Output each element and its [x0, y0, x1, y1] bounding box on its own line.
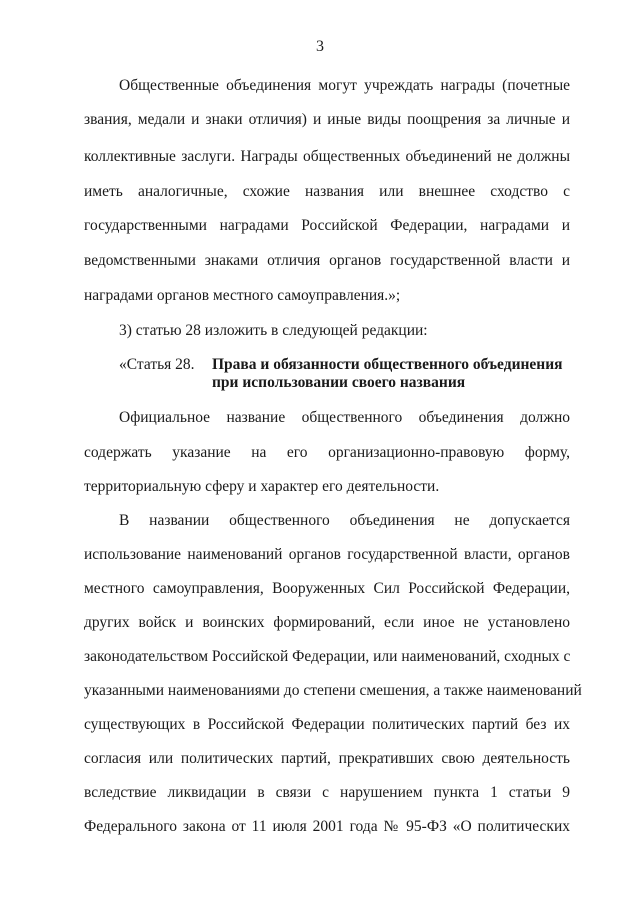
- paragraph-2-line: Официальное название общественного объединения должно: [119, 409, 570, 426]
- amendment-item-3: 3) статью 28 изложить в следующей редакции:: [119, 322, 428, 339]
- article-title-line-2: при использовании своего названия: [212, 374, 466, 391]
- paragraph-1-line: наградами органов местного самоуправления.»;: [84, 287, 401, 304]
- paragraph-2-line: содержать указание на его организационно-правовую форму,: [84, 444, 570, 461]
- paragraph-3-line: указанными наименованиями до степени смешения, а также наименований: [84, 682, 582, 699]
- paragraph-3-line: использование наименований органов государственной власти, органов: [84, 546, 570, 563]
- paragraph-3-line: существующих в Российской Федерации политических партий без их: [84, 716, 570, 733]
- paragraph-3-line: местного самоуправления, Вооруженных Сил Российской Федерации,: [84, 580, 570, 597]
- paragraph-3-line: других войск и воинских формирований, если иное не установлено: [84, 614, 570, 631]
- paragraph-3-line: В названии общественного объединения не допускается: [119, 512, 570, 529]
- paragraph-3-line: законодательством Российской Федерации, или наименований, сходных с: [84, 648, 571, 665]
- paragraph-1-line: ведомственными знаками отличия органов государственной власти и: [84, 252, 570, 269]
- paragraph-3-line: Федерального закона от 11 июля 2001 года № 95-ФЗ «О политических: [84, 818, 570, 835]
- article-label: «Статья 28.: [119, 356, 195, 373]
- paragraph-1-line: звания, медали и знаки отличия) и иные виды поощрения за личные и: [84, 111, 570, 128]
- paragraph-3-line: вследствие ликвидации в связи с нарушением пункта 1 статьи 9: [84, 784, 570, 801]
- paragraph-1-line: государственными наградами Российской Федерации, наградами и: [84, 217, 570, 234]
- paragraph-1-line: иметь аналогичные, схожие названия или внешнее сходство с: [84, 183, 570, 200]
- paragraph-3-line: согласия или политических партий, прекративших свою деятельность: [84, 750, 570, 767]
- paragraph-1-line: коллективные заслуги. Награды общественных объединений не должны: [84, 148, 570, 165]
- paragraph-1-line: Общественные объединения могут учреждать награды (почетные: [119, 77, 570, 94]
- page-number: 3: [316, 38, 324, 55]
- paragraph-2-line: территориальную сферу и характер его деятельности.: [84, 478, 440, 495]
- article-title-line-1: Права и обязанности общественного объединения: [212, 356, 563, 373]
